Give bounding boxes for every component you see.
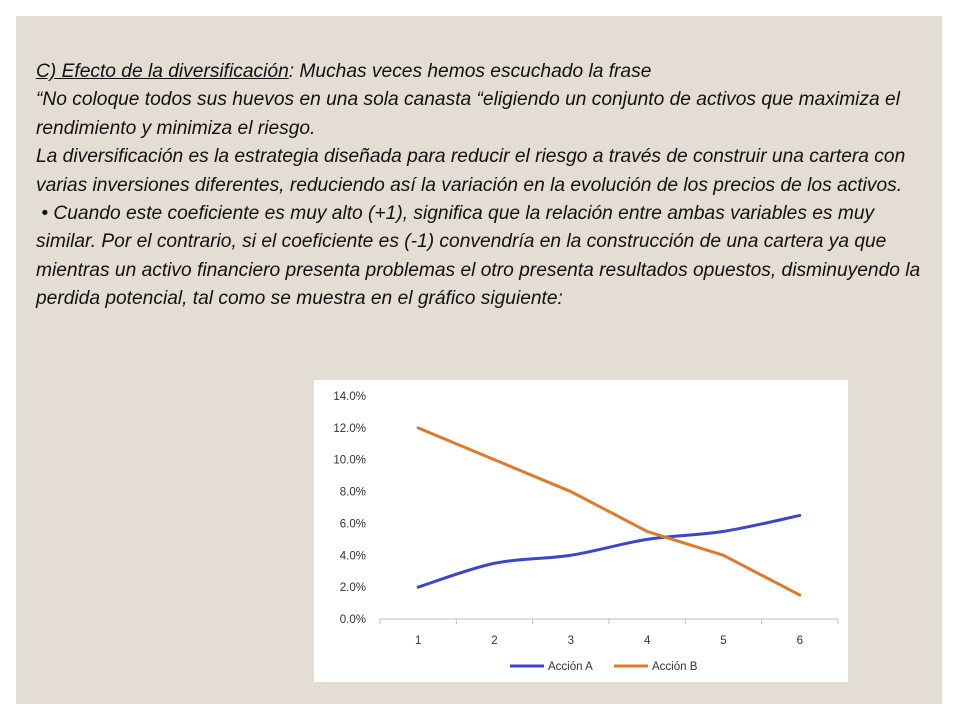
slide-text	[36, 58, 936, 314]
legend-label: Acción B	[652, 661, 698, 673]
slide-background	[16, 16, 942, 704]
quote-paragraph: “No coloque todos sus huevos en una sola canasta “eligiendo un conjunto de activos que maximiza el rendimiento y minimiza el riesgo.	[36, 89, 900, 139]
line-chart	[314, 380, 848, 682]
y-tick-label: 12.0%	[333, 422, 366, 435]
intro-text: : Muchas veces hemos escuchado la frase	[288, 61, 652, 82]
y-tick-label: 0.0%	[339, 614, 366, 626]
x-tick-label: 6	[796, 635, 804, 647]
chart-container	[314, 380, 848, 682]
y-tick-label: 14.0%	[333, 391, 366, 403]
coefficient-text: Cuando este coeficiente es muy alto (+1), significa que la relación entre ambas variables es muy similar. Por el contrario, si el coeficiente es (-1) convendría en la construcción de una cartera ya que mientras un activo financiero presenta problemas el otro presenta resultados opuestos, disminuyendo la perdida potencial, tal como se muestra en el gráfico siguiente:	[36, 203, 921, 310]
x-tick-label: 1	[414, 635, 422, 647]
x-tick-label: 4	[643, 635, 651, 647]
y-tick-label: 8.0%	[339, 486, 366, 499]
coefficient-paragraph	[36, 200, 936, 314]
y-tick-label: 6.0%	[339, 518, 366, 531]
diversification-paragraph: La diversificación es la estrategia diseñada para reducir el riesgo a través de construir una cartera con varias inversiones diferentes, reduciendo así la variación en la evolución de los precios de los activos.	[36, 146, 906, 196]
y-tick-label: 2.0%	[339, 582, 366, 595]
y-tick-label: 4.0%	[339, 550, 366, 563]
section-heading: C) Efecto de la diversificación	[36, 61, 289, 82]
series-line-accion-a	[418, 515, 800, 587]
intro-paragraph	[36, 58, 936, 86]
x-tick-label: 3	[567, 635, 575, 647]
series-line-accion-b	[418, 428, 800, 595]
legend-label: Acción A	[548, 661, 593, 673]
x-tick-label: 5	[720, 635, 727, 647]
x-tick-label: 2	[491, 635, 498, 647]
y-tick-label: 10.0%	[333, 454, 366, 467]
bullet-icon: •	[41, 203, 49, 225]
